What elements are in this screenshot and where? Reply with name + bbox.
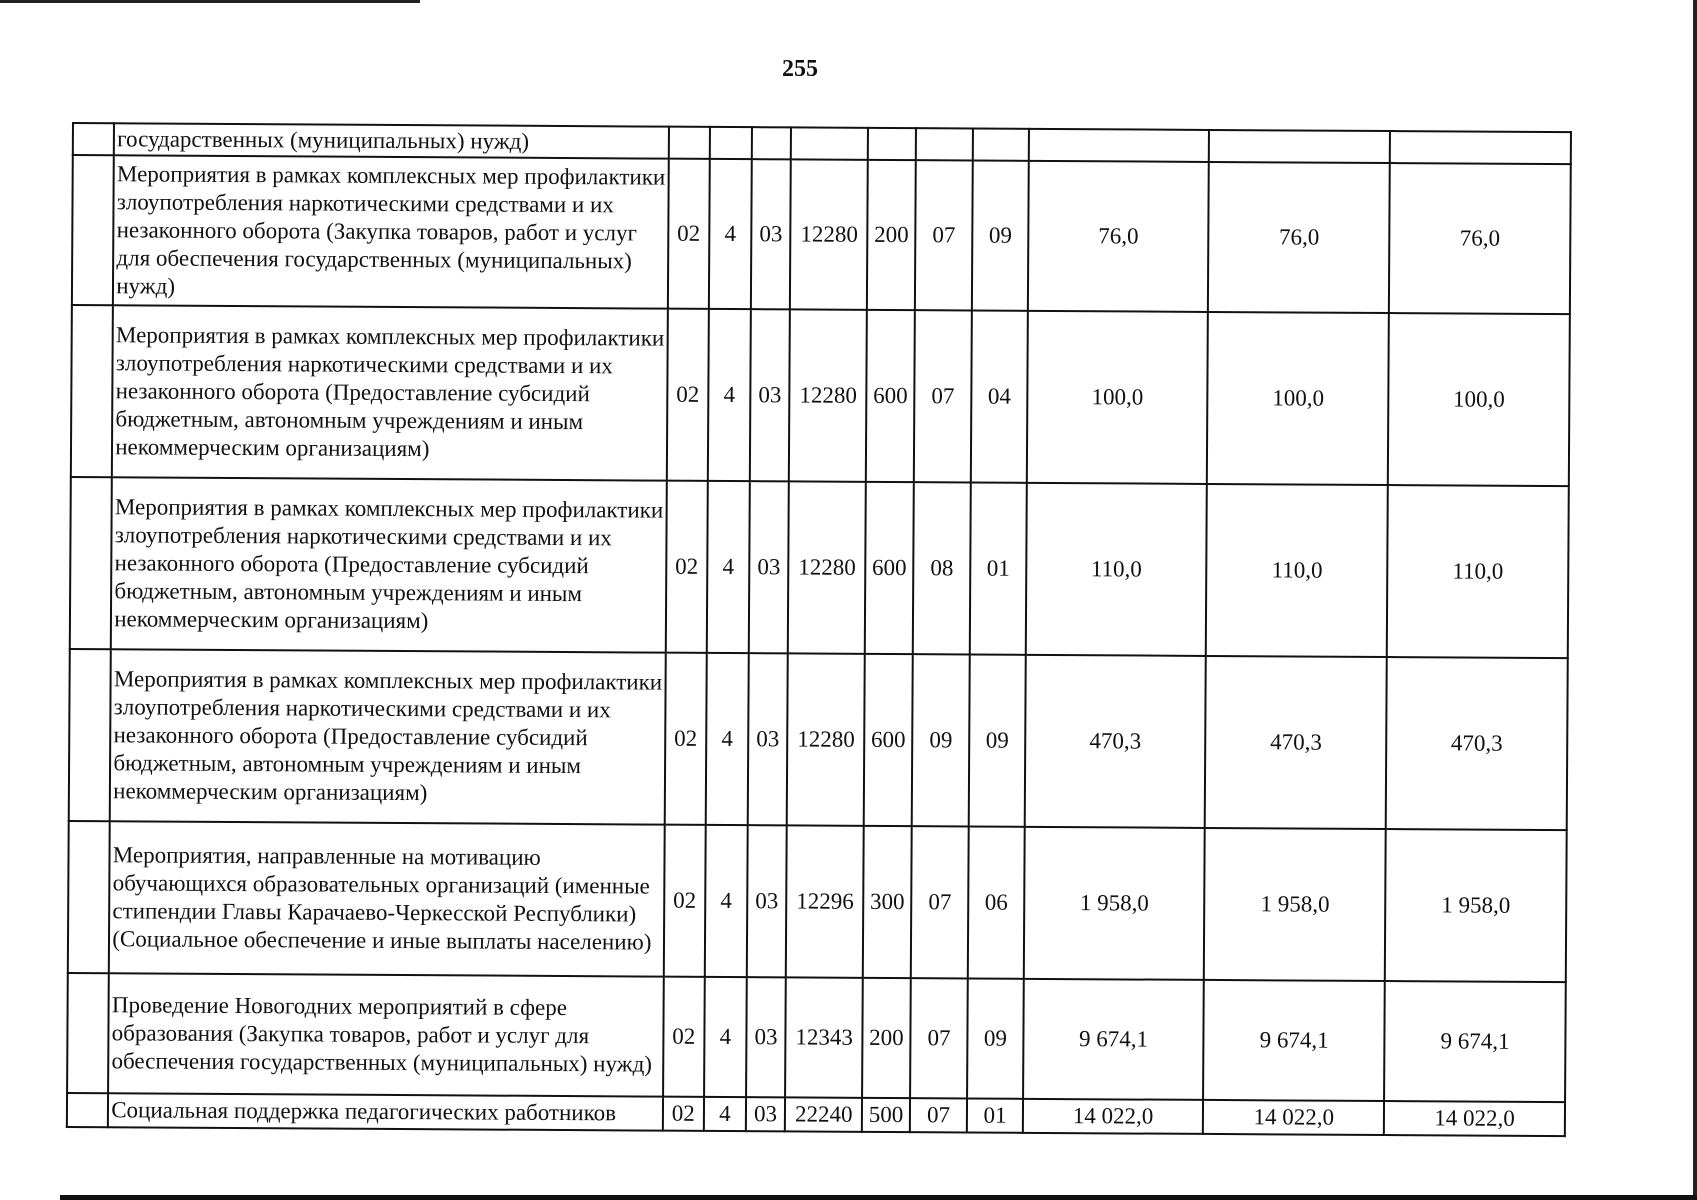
amount-year-1: 110,0 <box>1026 483 1208 656</box>
amount-year-2: 9 674,1 <box>1204 980 1385 1101</box>
code-subprogram: 4 <box>705 825 747 977</box>
code-subprogram: 4 <box>709 159 751 309</box>
code-event: 03 <box>750 309 791 481</box>
amount-year-3: 9 674,1 <box>1384 981 1566 1102</box>
code-direction: 12280 <box>790 159 868 309</box>
amount-year-2 <box>1209 130 1390 163</box>
row-number-cell <box>72 155 114 305</box>
code-program: 02 <box>662 1097 704 1131</box>
code-subprogram: 4 <box>704 977 746 1097</box>
scan-edge-right <box>1693 0 1697 1200</box>
amount-year-3: 110,0 <box>1387 485 1569 658</box>
code-section: 07 <box>915 160 973 310</box>
table-row <box>70 477 1569 658</box>
row-name: государственных (муниципальных) нужд) <box>114 123 668 158</box>
amount-year-2: 14 022,0 <box>1203 1100 1384 1135</box>
amount-year-1: 76,0 <box>1028 161 1210 312</box>
code-subprogram: 4 <box>707 481 750 653</box>
budget-table <box>66 122 1572 1137</box>
row-number-cell <box>71 305 113 477</box>
code-section: 07 <box>911 826 969 978</box>
amount-year-1: 470,3 <box>1024 655 1206 828</box>
code-event: 03 <box>748 481 789 653</box>
code-subsection <box>973 129 1029 161</box>
code-subsection: 09 <box>967 978 1023 1098</box>
table-row <box>69 649 1568 830</box>
code-event: 03 <box>747 653 788 825</box>
code-section: 08 <box>913 482 971 654</box>
row-name: Социальная поддержка педагогических работников <box>108 1093 662 1130</box>
code-event: 03 <box>747 825 788 977</box>
code-section: 07 <box>910 1098 968 1132</box>
code-expense-type: 600 <box>864 654 913 826</box>
code-direction: 22240 <box>785 1097 862 1131</box>
code-subsection: 01 <box>970 482 1026 654</box>
table-row <box>67 973 1566 1102</box>
row-name: Мероприятия в рамках комплексных мер профилактики злоупотребления наркотическими средствами и их незаконного оборота (Предоставление субсидий бюджетным, автономным учреждениям и иным некоммерческим организациям) <box>110 649 665 824</box>
amount-year-1 <box>1029 129 1210 162</box>
code-subsection: 09 <box>972 161 1028 311</box>
code-event: 03 <box>746 1097 786 1131</box>
code-program: 02 <box>664 653 707 825</box>
code-program <box>668 127 710 159</box>
amount-year-1: 9 674,1 <box>1023 979 1204 1100</box>
code-subprogram: 4 <box>704 1097 746 1131</box>
code-expense-type: 200 <box>862 978 911 1098</box>
code-expense-type: 200 <box>867 160 916 310</box>
code-subsection: 04 <box>971 311 1027 483</box>
table-row <box>68 821 1567 982</box>
table-row <box>72 155 1571 314</box>
amount-year-1: 100,0 <box>1027 311 1209 484</box>
code-subsection: 09 <box>969 654 1025 826</box>
amount-year-3 <box>1390 131 1571 164</box>
amount-year-3: 76,0 <box>1389 163 1571 314</box>
code-subprogram: 4 <box>708 309 751 481</box>
code-subprogram <box>710 127 752 159</box>
code-program: 02 <box>663 977 705 1097</box>
code-program: 02 <box>666 309 709 481</box>
code-program: 02 <box>665 481 708 653</box>
code-event: 03 <box>751 159 792 309</box>
code-event <box>752 127 792 159</box>
amount-year-3: 470,3 <box>1386 657 1568 830</box>
code-program: 02 <box>667 159 710 309</box>
row-number-cell <box>67 973 109 1093</box>
code-expense-type: 500 <box>862 1098 910 1132</box>
amount-year-2: 1 958,0 <box>1204 828 1386 981</box>
code-direction <box>791 127 868 159</box>
code-subprogram: 4 <box>706 653 749 825</box>
amount-year-3: 1 958,0 <box>1385 829 1567 982</box>
row-number-cell <box>69 649 111 821</box>
code-section: 09 <box>912 654 970 826</box>
row-name: Мероприятия, направленные на мотивацию обучающихся образовательных организаций (именные стипендии Главы Карачаево-Черкесской Республики) (Социальное обеспечение и иные выплаты населению) <box>109 821 664 976</box>
row-name: Проведение Новогодних мероприятий в сфере образования (Закупка товаров, работ и услуг для обеспечения государственных (муниципальных) нужд) <box>108 973 663 1096</box>
scan-edge-bottom <box>60 1195 1697 1200</box>
amount-year-3: 14 022,0 <box>1384 1101 1565 1136</box>
code-expense-type: 300 <box>863 826 912 978</box>
row-number-cell <box>68 821 110 973</box>
row-name: Мероприятия в рамках комплексных мер профилактики злоупотребления наркотическими средствами и их незаконного оборота (Предоставление субсидий бюджетным, автономным учреждениям и иным некоммерческим организациям) <box>112 305 667 480</box>
scan-edge-top <box>0 0 420 3</box>
amount-year-2: 110,0 <box>1206 484 1388 657</box>
code-expense-type <box>868 128 916 160</box>
code-direction: 12280 <box>788 481 866 653</box>
code-section: 07 <box>910 978 968 1098</box>
code-direction: 12343 <box>786 977 863 1097</box>
amount-year-3: 100,0 <box>1388 313 1570 486</box>
code-subsection: 01 <box>967 1098 1023 1132</box>
row-name: Мероприятия в рамках комплексных мер профилактики злоупотребления наркотическими средствами и их незаконного оборота (Предоставление субсидий бюджетным, автономным учреждениям и иным некоммерческим организациям) <box>111 477 666 652</box>
row-number-cell <box>67 1093 108 1127</box>
code-section: 07 <box>914 310 972 482</box>
code-expense-type: 600 <box>866 310 915 482</box>
amount-year-2: 100,0 <box>1207 312 1389 485</box>
row-number-cell <box>73 123 114 155</box>
page-number: 255 <box>782 56 818 82</box>
row-name: Мероприятия в рамках комплексных мер профилактики злоупотребления наркотическими средствами и их незаконного оборота (Закупка товаров, работ и услуг для обеспечения государственных (муниципальных) нужд) <box>113 155 668 308</box>
code-direction: 12280 <box>789 309 867 481</box>
amount-year-2: 470,3 <box>1205 656 1387 829</box>
row-number-cell <box>70 477 112 649</box>
amount-year-2: 76,0 <box>1208 162 1390 313</box>
code-section <box>916 128 974 160</box>
table-row <box>71 305 1570 486</box>
code-direction: 12280 <box>787 653 865 825</box>
code-program: 02 <box>663 825 706 977</box>
code-event: 03 <box>746 977 786 1097</box>
code-expense-type: 600 <box>865 482 914 654</box>
amount-year-1: 1 958,0 <box>1024 827 1206 980</box>
amount-year-1: 14 022,0 <box>1023 1099 1204 1134</box>
code-direction: 12296 <box>786 825 864 977</box>
code-subsection: 06 <box>968 826 1024 978</box>
